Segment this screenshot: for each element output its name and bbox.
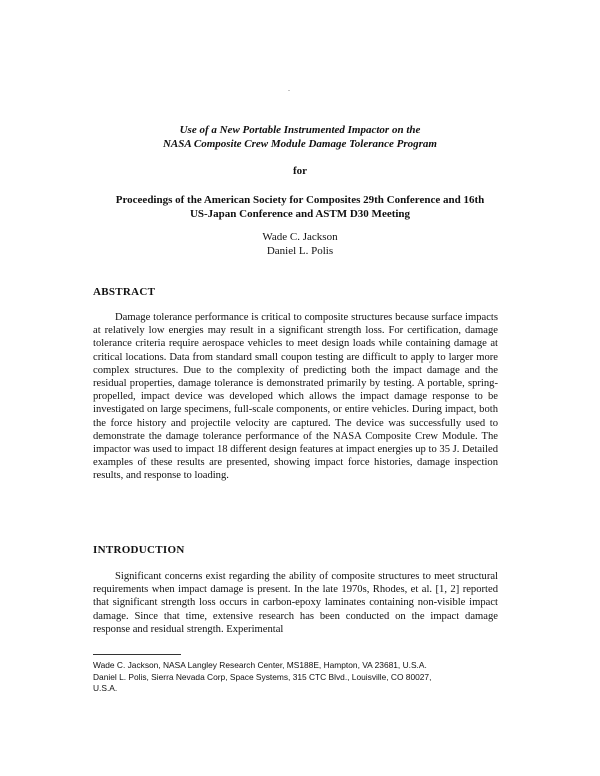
abstract-heading: ABSTRACT [93,286,156,298]
footnote-line: Wade C. Jackson, NASA Langley Research Center, MS188E, Hampton, VA 23681, U.S.A. [93,660,427,670]
proceedings-title [80,193,520,221]
title-line-1: Use of a New Portable Instrumented Impactor on the [179,124,421,136]
abstract-body: Damage tolerance performance is critical to composite structures because surface impacts at relatively low energies may result in a significant strength loss. For certification, damage tolerance criteria require aerospace vehicles to meet design loads while containing damage at critical locations. Data from standard small coupon testing are difficult to apply to larger more complex structures. Due to the complexity of predicting both the impact damage and the residual properties, damage tolerance is demonstrated primarily by testing. A portable, spring-propelled, impact device was developed which allows the impact damage response to be investigated on large specimens, full-scale components, or entire vehicles. During impact, both the force history and projectile velocity are captured. The device was successfully used to demonstrate the damage tolerance performance of the NASA Composite Crew Module. The impactor was used to impact 18 different design features at impact energies up to 35 J. Detailed examples of these results are presented, showing impact force histories, damage inspection results, and response to loading. [93,312,498,482]
paper-title [90,123,510,151]
introduction-heading: INTRODUCTION [93,544,185,556]
header-dot: . [288,84,290,93]
footnote-line: Daniel L. Polis, Sierra Nevada Corp, Space Systems, 315 CTC Blvd., Louisville, CO 80027, [93,671,432,682]
author-affiliations-footnote [93,660,503,695]
for-label: for [292,165,308,177]
footnote-divider [93,654,181,655]
proceedings-line-2: US-Japan Conference and ASTM D30 Meeting [189,208,411,220]
author-list [90,230,510,258]
introduction-body: Significant concerns exist regarding the ability of composite structures to meet structural requirements when impact damage is present. In the late 1970s, Rhodes, et al. [1, 2] reported that significant strength loss occurs in carbon-epoxy laminates containing non-visible impact damage. Since that time, extensive research has been conducted on the impact damage response and residual strength. Experimental [93,571,498,635]
author-name: Daniel L. Polis [266,245,334,257]
proceedings-line-1: Proceedings of the American Society for Composites 29th Conference and 16th [115,194,485,206]
footnote-line: U.S.A. [93,683,118,693]
author-name: Wade C. Jackson [262,231,338,243]
title-line-2: NASA Composite Crew Module Damage Tolerance Program [162,138,437,150]
